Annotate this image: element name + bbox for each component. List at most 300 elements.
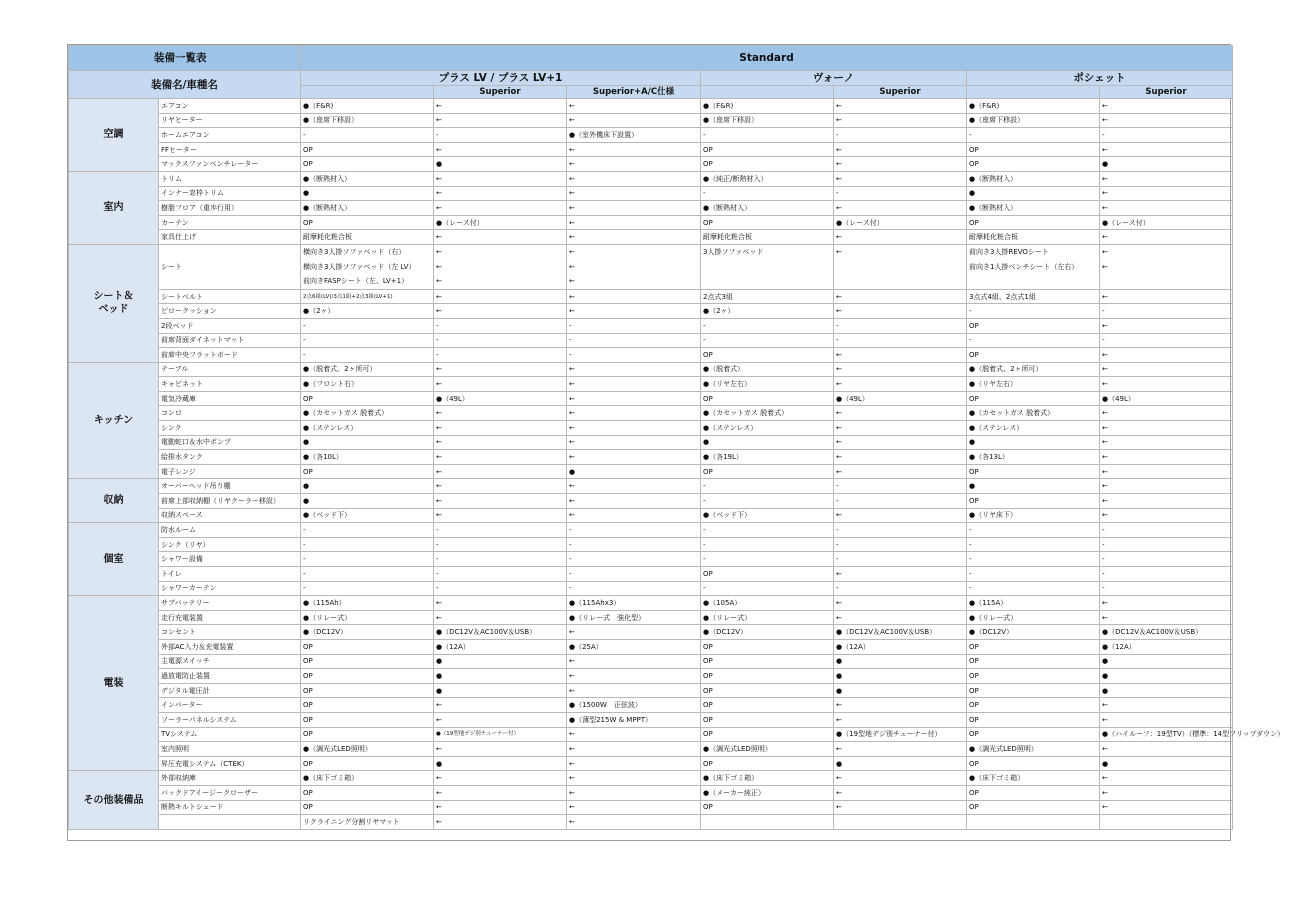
value-cell: ●（各10L） — [301, 450, 434, 465]
value-cell: ← — [834, 348, 967, 363]
value-cell: OP — [301, 639, 434, 654]
value-cell: OP — [701, 756, 834, 771]
value-cell: ●（座席下移設） — [301, 113, 434, 128]
value-cell: 耐摩耗化粧合板 — [967, 230, 1100, 245]
category-label: 空調 — [69, 99, 159, 172]
value-cell: ← — [1100, 435, 1233, 450]
value-cell: - — [701, 537, 834, 552]
value-cell: ← — [1100, 377, 1233, 392]
table-row — [69, 201, 1233, 216]
value-cell: ← — [434, 479, 567, 494]
value-cell: - — [967, 523, 1100, 538]
table-row — [69, 625, 1233, 640]
value-cell: - — [834, 318, 967, 333]
table-row — [69, 756, 1233, 771]
value-cell: ← — [567, 435, 701, 450]
value-cell: ● — [1100, 669, 1233, 684]
value-cell: ← — [434, 113, 567, 128]
grade-header: Standard — [301, 46, 1233, 71]
table-row — [69, 683, 1233, 698]
value-cell: ← — [567, 785, 701, 800]
value-cell: - — [834, 523, 967, 538]
value-cell: - — [967, 567, 1100, 582]
value-cell: ●（断熱材入） — [301, 201, 434, 216]
value-cell — [1100, 815, 1233, 830]
value-cell: ← — [434, 712, 567, 727]
table-row — [69, 537, 1233, 552]
value-cell: OP — [301, 157, 434, 172]
value-cell: - — [701, 479, 834, 494]
value-line: 前向きFASPシート（左、LV+1） — [303, 277, 409, 286]
value-cell: ●（脱着式、2ヶ所可） — [967, 362, 1100, 377]
value-line: ← — [569, 277, 575, 286]
value-cell: ← — [567, 113, 701, 128]
value-cell: ●（49L） — [434, 391, 567, 406]
value-cell: ← — [434, 815, 567, 830]
table-row — [69, 171, 1233, 186]
value-cell: ●（薄型215W & MPPT） — [567, 712, 701, 727]
value-cell: ●（105A） — [701, 596, 834, 611]
value-cell: - — [701, 552, 834, 567]
value-line: ← — [1102, 262, 1108, 271]
value-cell: - — [301, 318, 434, 333]
category-label: 電装 — [69, 596, 159, 771]
value-cell: ← — [434, 362, 567, 377]
value-cell: ← — [434, 435, 567, 450]
value-cell: - — [1100, 333, 1233, 348]
value-cell: ← — [1100, 186, 1233, 201]
sub-header-blank — [967, 86, 1100, 99]
value-cell: ← — [1100, 406, 1233, 421]
value-line: ← — [1102, 247, 1108, 256]
value-cell: ← — [567, 654, 701, 669]
value-cell: ← — [567, 304, 701, 319]
value-cell: - — [967, 581, 1100, 596]
value-cell: ← — [1100, 785, 1233, 800]
value-cell: ●（室外機床下設置） — [567, 128, 701, 143]
value-cell: ← — [1100, 771, 1233, 786]
item-name: シンク（リヤ） — [159, 537, 301, 552]
value-cell: ●（断熱材入） — [967, 201, 1100, 216]
value-cell: - — [967, 333, 1100, 348]
value-cell: ← — [434, 186, 567, 201]
item-name: オーバーヘッド吊り棚 — [159, 479, 301, 494]
value-cell: ← — [1100, 99, 1233, 114]
value-cell: ● — [301, 494, 434, 509]
model-header-pochette: ポシェット — [967, 71, 1233, 86]
value-cell: ← — [567, 683, 701, 698]
value-cell: ●（床下ゴミ箱） — [967, 771, 1100, 786]
item-name: コンロ — [159, 406, 301, 421]
value-cell: ← — [567, 406, 701, 421]
sub-header-blank — [701, 86, 834, 99]
value-cell: - — [434, 537, 567, 552]
value-cell: - — [1100, 128, 1233, 143]
table-row — [69, 244, 1233, 289]
table-row — [69, 479, 1233, 494]
value-cell: - — [834, 186, 967, 201]
value-cell: ● — [434, 669, 567, 684]
value-cell — [834, 815, 967, 830]
value-cell: ← — [567, 230, 701, 245]
value-cell: - — [567, 333, 701, 348]
table-row — [69, 113, 1233, 128]
value-cell: ●（リヤ左右） — [701, 377, 834, 392]
value-cell: ← — [1100, 230, 1233, 245]
value-cell: - — [967, 304, 1100, 319]
value-cell: ← — [834, 421, 967, 436]
table-row — [69, 727, 1233, 742]
value-cell: OP — [701, 669, 834, 684]
value-cell: ●（レース付） — [434, 215, 567, 230]
value-cell: OP — [301, 785, 434, 800]
value-cell: ●（DC12V） — [701, 625, 834, 640]
table-row — [69, 581, 1233, 596]
value-cell: ← — [834, 157, 967, 172]
value-cell: OP — [967, 215, 1100, 230]
value-cell: ← — [567, 800, 701, 815]
value-cell: ●（ベッド下） — [701, 508, 834, 523]
value-cell: OP — [967, 756, 1100, 771]
table-row — [69, 450, 1233, 465]
value-cell: ← — [434, 377, 567, 392]
value-cell: ← — [834, 712, 967, 727]
value-cell: - — [967, 537, 1100, 552]
value-cell: - — [567, 348, 701, 363]
value-cell: ● — [1100, 756, 1233, 771]
value-cell: ← — [1100, 421, 1233, 436]
value-cell — [434, 244, 567, 289]
value-cell: ●（F&R) — [701, 99, 834, 114]
category-label: 室内 — [69, 171, 159, 244]
value-cell: ← — [434, 171, 567, 186]
value-cell: ●（DC12V＆AC100V＆USB） — [434, 625, 567, 640]
table-row — [69, 157, 1233, 172]
value-cell: - — [567, 581, 701, 596]
table-row — [69, 800, 1233, 815]
value-cell: ← — [1100, 494, 1233, 509]
model-header-plus-lv: プラス LV / プラス LV+1 — [301, 71, 701, 86]
item-name: キャビネット — [159, 377, 301, 392]
value-cell: ●（調光式LED照明） — [301, 742, 434, 757]
value-cell: ← — [1100, 596, 1233, 611]
value-cell: ●（12A） — [1100, 639, 1233, 654]
value-cell: ●（19型地デジ別チューナー付） — [834, 727, 967, 742]
value-cell: ●（12A） — [834, 639, 967, 654]
value-cell: ●（DC12V＆AC100V＆USB） — [1100, 625, 1233, 640]
item-name: インナー窓枠トリム — [159, 186, 301, 201]
equipment-table — [68, 45, 1285, 830]
value-line — [836, 274, 966, 289]
value-cell: OP — [701, 727, 834, 742]
value-cell: OP — [301, 654, 434, 669]
value-line: 前向き3人掛REVOシート — [969, 247, 1049, 256]
value-cell: OP — [967, 669, 1100, 684]
item-name: 昇圧充電システム（CTEK） — [159, 756, 301, 771]
value-cell: ← — [1100, 479, 1233, 494]
value-cell: ← — [1100, 712, 1233, 727]
value-cell: OP — [967, 727, 1100, 742]
value-cell: ← — [1100, 610, 1233, 625]
table-row — [69, 815, 1233, 830]
value-cell: ●（DC12V＆AC100V＆USB） — [834, 625, 967, 640]
value-cell: - — [434, 333, 567, 348]
value-cell: ← — [1100, 800, 1233, 815]
item-name: 外部AC入力＆充電装置 — [159, 639, 301, 654]
value-cell: OP — [701, 157, 834, 172]
value-cell: ●（断熱材入） — [967, 171, 1100, 186]
value-cell: ← — [834, 596, 967, 611]
value-cell: ← — [567, 727, 701, 742]
value-cell: OP — [701, 464, 834, 479]
value-cell: - — [834, 128, 967, 143]
item-name: バックドアイージークローザー — [159, 785, 301, 800]
item-name: カーテン — [159, 215, 301, 230]
value-cell: OP — [701, 567, 834, 582]
value-line — [836, 260, 966, 275]
value-cell: ← — [434, 289, 567, 304]
value-cell: ●（F&R) — [301, 99, 434, 114]
value-cell: ← — [567, 508, 701, 523]
value-cell: ● — [1100, 654, 1233, 669]
value-cell: ●（リヤ床下） — [967, 508, 1100, 523]
value-cell: ●（カセットガス 脱着式） — [701, 406, 834, 421]
sub-header-superior: Superior — [434, 86, 567, 99]
value-cell: ●（各13L） — [967, 450, 1100, 465]
value-cell: - — [301, 567, 434, 582]
value-cell: - — [434, 318, 567, 333]
value-cell: ●（ハイルーフ：19型TV）（標準：14型フリップダウン） — [1100, 727, 1233, 742]
value-cell: ← — [834, 567, 967, 582]
item-name: トイレ — [159, 567, 301, 582]
value-cell: ●（1500W 正弦波） — [567, 698, 701, 713]
value-cell: ← — [834, 610, 967, 625]
value-cell: ← — [834, 742, 967, 757]
value-cell: ← — [1100, 289, 1233, 304]
value-cell: ● — [434, 756, 567, 771]
value-cell: ← — [567, 201, 701, 216]
value-cell: ●（ステンレス） — [701, 421, 834, 436]
value-cell: - — [301, 348, 434, 363]
value-cell: ← — [1100, 348, 1233, 363]
value-cell: OP — [967, 391, 1100, 406]
item-name: ソーラーパネルシステム — [159, 712, 301, 727]
value-cell: - — [1100, 537, 1233, 552]
item-name: 電気冷蔵庫 — [159, 391, 301, 406]
value-cell: ●（調光式LED照明） — [967, 742, 1100, 757]
table-row — [69, 391, 1233, 406]
value-cell — [1100, 244, 1233, 289]
value-line — [1102, 274, 1232, 289]
item-name: シャワー設備 — [159, 552, 301, 567]
value-cell: ← — [434, 450, 567, 465]
value-cell: ← — [434, 800, 567, 815]
value-line: ← — [436, 247, 442, 256]
table-row — [69, 494, 1233, 509]
value-cell: - — [434, 523, 567, 538]
value-line: 横向き3人掛ソファベッド（左 LV） — [303, 262, 416, 271]
value-cell: ← — [434, 785, 567, 800]
value-cell: ● — [834, 654, 967, 669]
value-cell: - — [301, 581, 434, 596]
value-cell: 耐摩耗化粧合板 — [301, 230, 434, 245]
table-title: 装備一覧表 — [69, 46, 301, 71]
item-name — [159, 815, 301, 830]
value-cell: ● — [434, 157, 567, 172]
item-name: 防水ルーム — [159, 523, 301, 538]
value-cell: ●（断熱材入） — [301, 171, 434, 186]
value-cell: OP — [967, 683, 1100, 698]
value-cell: - — [701, 186, 834, 201]
value-line: 前向き1人掛ベンチシート（左右） — [969, 262, 1079, 271]
table-row — [69, 406, 1233, 421]
value-cell: ← — [567, 377, 701, 392]
value-cell: ● — [1100, 683, 1233, 698]
table-row — [69, 523, 1233, 538]
value-cell: 2点式3組 — [701, 289, 834, 304]
value-cell: ●（115Ahx3） — [567, 596, 701, 611]
value-cell: ← — [834, 464, 967, 479]
item-name: 前席上部収納棚（リヤクーラー移設） — [159, 494, 301, 509]
table-row — [69, 318, 1233, 333]
value-cell: ●（脱着式、2ヶ所可） — [301, 362, 434, 377]
value-cell: ●（2ヶ） — [701, 304, 834, 319]
value-cell: ← — [1100, 201, 1233, 216]
value-line: 3人掛ソファベッド — [703, 247, 764, 256]
value-cell: - — [1100, 581, 1233, 596]
value-line — [703, 260, 833, 275]
value-cell: ●（115A） — [967, 596, 1100, 611]
value-cell: OP — [701, 683, 834, 698]
value-cell: ← — [434, 464, 567, 479]
value-cell: OP — [967, 800, 1100, 815]
value-cell: OP — [967, 639, 1100, 654]
value-cell: ← — [567, 742, 701, 757]
table-row — [69, 610, 1233, 625]
item-name: TVシステム — [159, 727, 301, 742]
value-cell: ← — [1100, 171, 1233, 186]
value-cell: ← — [567, 186, 701, 201]
value-cell: OP — [967, 157, 1100, 172]
value-cell: - — [301, 128, 434, 143]
item-name: ホームエアコン — [159, 128, 301, 143]
item-name: マックスファンベンチレーター — [159, 157, 301, 172]
value-line — [969, 274, 1099, 289]
value-cell — [967, 815, 1100, 830]
value-line: ← — [436, 262, 442, 271]
category-label: 収納 — [69, 479, 159, 523]
value-cell: - — [434, 552, 567, 567]
value-cell: - — [1100, 523, 1233, 538]
value-cell: OP — [967, 654, 1100, 669]
value-cell: 耐摩耗化粧合板 — [701, 230, 834, 245]
value-cell: ← — [1100, 318, 1233, 333]
value-cell: ← — [834, 377, 967, 392]
value-cell: - — [701, 128, 834, 143]
value-cell: ●（49L） — [834, 391, 967, 406]
table-row — [69, 215, 1233, 230]
category-label: その他装備品 — [69, 771, 159, 829]
value-cell: ← — [567, 215, 701, 230]
value-cell: ← — [567, 157, 701, 172]
value-cell: - — [701, 581, 834, 596]
value-cell: OP — [967, 318, 1100, 333]
value-cell: ← — [434, 698, 567, 713]
value-cell: ●（ベッド下） — [301, 508, 434, 523]
item-name: 電動蛇口＆水中ポンプ — [159, 435, 301, 450]
value-cell: ← — [567, 99, 701, 114]
value-cell: ●（フロント右） — [301, 377, 434, 392]
value-cell: OP — [967, 142, 1100, 157]
value-cell: - — [567, 523, 701, 538]
value-cell: ← — [434, 771, 567, 786]
table-row — [69, 348, 1233, 363]
value-cell: ← — [834, 435, 967, 450]
table-row — [69, 698, 1233, 713]
item-name: サブバッテリー — [159, 596, 301, 611]
value-cell: ← — [567, 756, 701, 771]
value-cell: ● — [701, 435, 834, 450]
value-cell: ●（メーカー純正） — [701, 785, 834, 800]
table-row — [69, 508, 1233, 523]
value-cell: ← — [567, 362, 701, 377]
item-name: 前席背面ダイネットマット — [159, 333, 301, 348]
value-cell: ●（座席下移設） — [701, 113, 834, 128]
value-cell: OP — [967, 494, 1100, 509]
value-cell: ← — [567, 391, 701, 406]
value-cell: OP — [701, 698, 834, 713]
value-cell: ← — [434, 406, 567, 421]
value-cell: ●（リレー式） — [701, 610, 834, 625]
item-name: 前席中央フラットボード — [159, 348, 301, 363]
value-cell: OP — [967, 785, 1100, 800]
value-cell: ← — [567, 625, 701, 640]
table-row — [69, 785, 1233, 800]
value-cell: OP — [701, 391, 834, 406]
value-cell: ●（純正/断熱材入） — [701, 171, 834, 186]
value-cell: ● — [834, 756, 967, 771]
item-name: 断熱キルトシェード — [159, 800, 301, 815]
table-row — [69, 333, 1233, 348]
value-cell: ●（DC12V） — [301, 625, 434, 640]
value-cell: ●（レース付） — [1100, 215, 1233, 230]
value-cell: ← — [567, 171, 701, 186]
equipment-table-sheet — [67, 44, 1285, 841]
value-cell: ← — [834, 771, 967, 786]
value-cell: ●（F&R) — [967, 99, 1100, 114]
value-cell: OP — [301, 464, 434, 479]
table-row — [69, 771, 1233, 786]
value-cell: ●（レース付） — [834, 215, 967, 230]
value-cell: ← — [834, 230, 967, 245]
value-cell: - — [567, 318, 701, 333]
value-cell: ●（カセットガス 脱着式） — [301, 406, 434, 421]
category-label: 個室 — [69, 523, 159, 596]
table-row — [69, 639, 1233, 654]
value-cell: - — [834, 537, 967, 552]
value-cell: - — [1100, 552, 1233, 567]
value-cell: - — [701, 333, 834, 348]
value-cell: ● — [834, 683, 967, 698]
value-cell: ● — [1100, 157, 1233, 172]
value-cell: ● — [967, 435, 1100, 450]
value-cell: ← — [834, 406, 967, 421]
value-cell: OP — [301, 683, 434, 698]
value-cell: ●（25A） — [567, 639, 701, 654]
category-label: キッチン — [69, 362, 159, 479]
item-name: 電子レンジ — [159, 464, 301, 479]
value-cell — [701, 815, 834, 830]
